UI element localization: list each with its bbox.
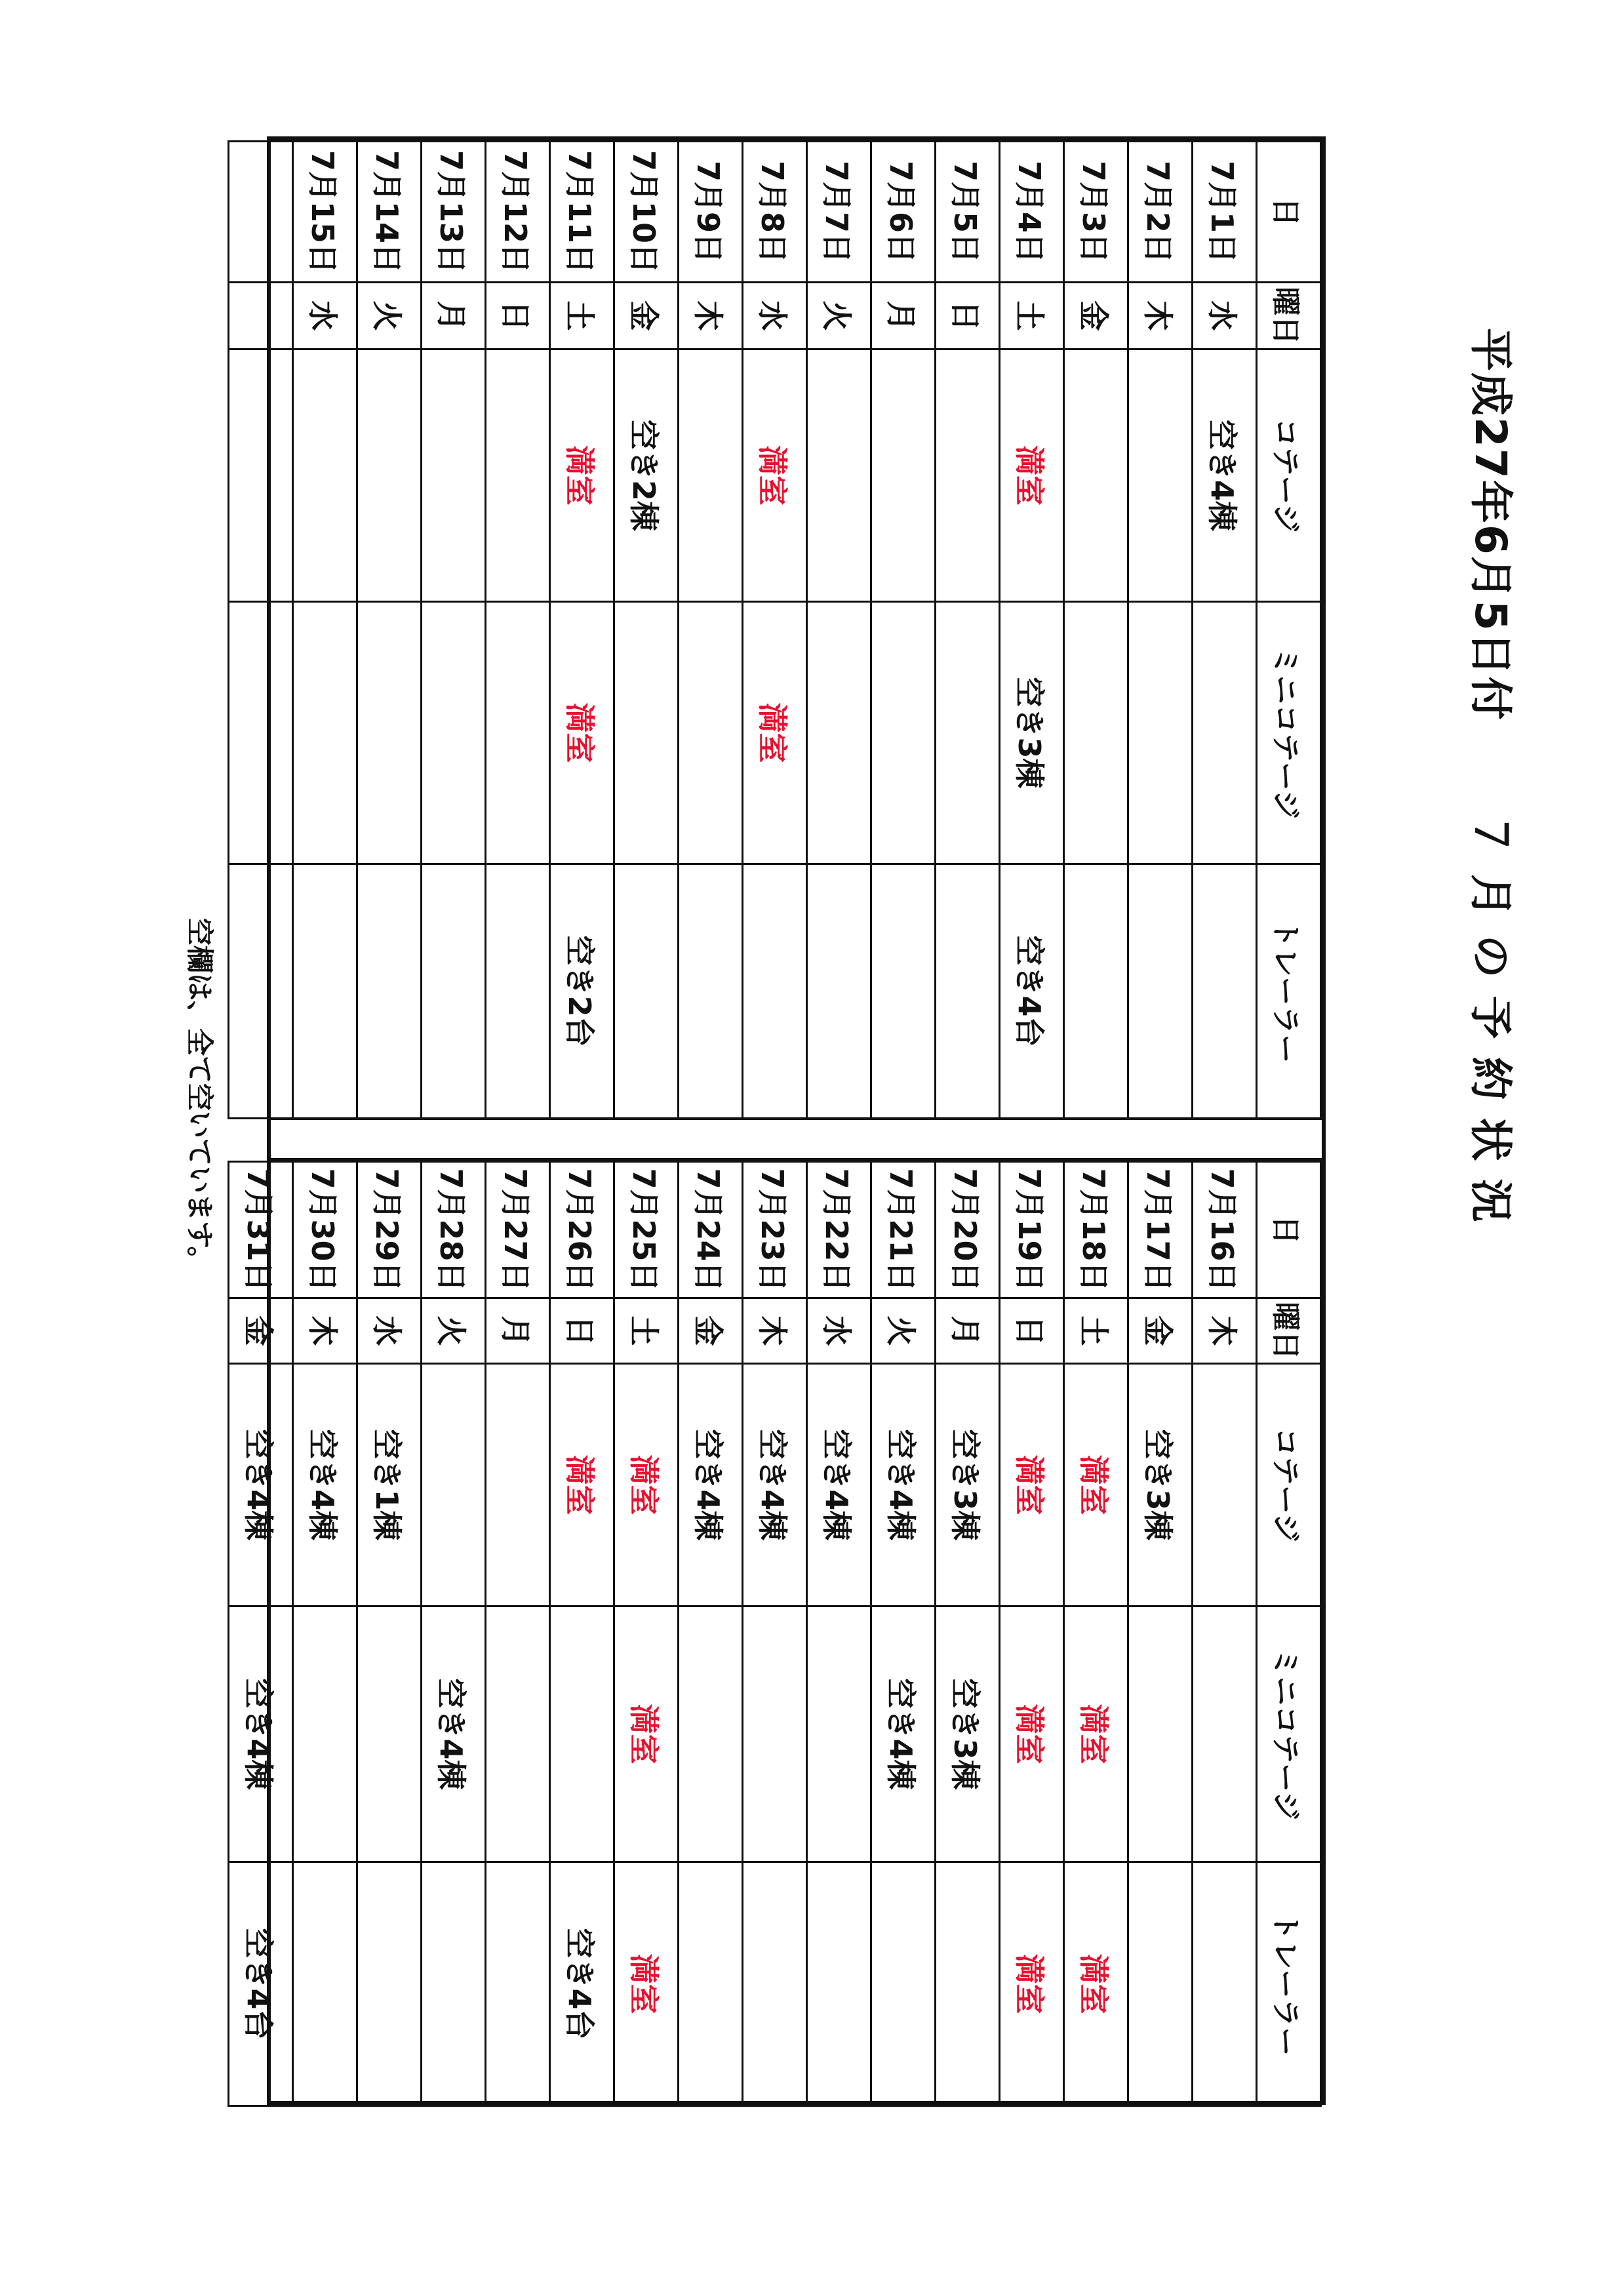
cottage-cell: 空き4棟 <box>743 1364 807 1606</box>
cottage-cell <box>871 349 936 602</box>
table-row <box>229 142 293 1119</box>
cottage-cell: 満室 <box>550 349 614 602</box>
weekday-cell: 水 <box>1193 283 1257 349</box>
trailer-cell: 満室 <box>1064 1862 1128 2106</box>
cottage-cell <box>1128 349 1193 602</box>
column-header: トレーラー <box>1257 1862 1321 2106</box>
cottage-cell <box>357 349 422 602</box>
date-cell: 7月18日 <box>1064 1162 1128 1298</box>
cottage-cell <box>229 349 293 602</box>
table-row <box>871 142 936 1119</box>
weekday-cell: 木 <box>1128 283 1193 349</box>
trailer-cell <box>229 864 293 1119</box>
reservation-table <box>241 136 1326 2105</box>
trailer-cell <box>1193 1862 1257 2106</box>
trailer-cell: 空き2台 <box>550 864 614 1119</box>
mini-cottage-cell <box>422 602 486 864</box>
header-row <box>1257 1162 1321 2106</box>
mini-cottage-cell <box>807 602 871 864</box>
mini-cottage-cell <box>1064 602 1128 864</box>
column-header: コテージ <box>1257 349 1321 602</box>
weekday-cell: 金 <box>1128 1298 1193 1364</box>
weekday-cell: 水 <box>293 283 357 349</box>
weekday-cell: 月 <box>422 283 486 349</box>
mini-cottage-cell <box>871 602 936 864</box>
table-row <box>743 1162 807 2106</box>
weekday-cell: 木 <box>1193 1298 1257 1364</box>
cottage-cell: 満室 <box>1000 349 1064 602</box>
mini-cottage-cell: 空き4棟 <box>871 1606 936 1862</box>
cottage-cell: 満室 <box>1064 1364 1128 1606</box>
cottage-cell: 空き4棟 <box>679 1364 743 1606</box>
date-cell: 7月20日 <box>936 1162 1000 1298</box>
date-cell: 7月10日 <box>614 142 679 283</box>
weekday-cell <box>229 283 293 349</box>
mini-cottage-cell <box>679 1606 743 1862</box>
trailer-cell <box>486 1862 550 2106</box>
weekday-cell: 月 <box>936 1298 1000 1364</box>
cottage-cell: 満室 <box>1000 1364 1064 1606</box>
weekday-cell: 日 <box>1000 1298 1064 1364</box>
mini-cottage-cell <box>1128 602 1193 864</box>
cottage-cell: 空き4棟 <box>871 1364 936 1606</box>
date-cell: 7月24日 <box>679 1162 743 1298</box>
mini-cottage-cell <box>807 1606 871 1862</box>
table-row <box>614 1162 679 2106</box>
column-header: トレーラー <box>1257 864 1321 1119</box>
trailer-cell <box>679 1862 743 2106</box>
mini-cottage-cell <box>293 602 357 864</box>
cottage-cell: 満室 <box>614 1364 679 1606</box>
table-row <box>293 1162 357 2106</box>
mini-cottage-cell <box>486 1606 550 1862</box>
table-divider <box>271 1117 1322 1161</box>
trailer-cell <box>871 864 936 1119</box>
table-row <box>743 142 807 1119</box>
cottage-cell <box>486 1364 550 1606</box>
mini-cottage-cell: 満室 <box>1000 1606 1064 1862</box>
table-row <box>357 142 422 1119</box>
cottage-cell: 空き3棟 <box>936 1364 1000 1606</box>
date-cell: 7月9日 <box>679 142 743 283</box>
mini-cottage-cell: 空き3棟 <box>936 1606 1000 1862</box>
weekday-cell: 日 <box>936 283 1000 349</box>
weekday-cell: 火 <box>422 1298 486 1364</box>
mini-cottage-cell: 満室 <box>614 1606 679 1862</box>
cottage-cell: 空き4棟 <box>807 1364 871 1606</box>
date-cell: 7月7日 <box>807 142 871 283</box>
table-row <box>1000 142 1064 1119</box>
table-row <box>422 142 486 1119</box>
date-cell: 7月2日 <box>1128 142 1193 283</box>
date-cell: 7月17日 <box>1128 1162 1193 1298</box>
date-cell: 7月4日 <box>1000 142 1064 283</box>
column-header: コテージ <box>1257 1364 1321 1606</box>
table-row <box>1000 1162 1064 2106</box>
mini-cottage-cell <box>679 602 743 864</box>
table-row <box>229 1162 293 2106</box>
trailer-cell <box>357 864 422 1119</box>
table-row <box>1128 1162 1193 2106</box>
date-cell: 7月13日 <box>422 142 486 283</box>
date-cell: 7月8日 <box>743 142 807 283</box>
weekday-cell: 木 <box>679 283 743 349</box>
table-row <box>936 142 1000 1119</box>
mini-cottage-cell: 満室 <box>743 602 807 864</box>
weekday-cell: 水 <box>743 283 807 349</box>
weekday-cell: 金 <box>1064 283 1128 349</box>
date-cell: 7月22日 <box>807 1162 871 1298</box>
cottage-cell: 空き1棟 <box>357 1364 422 1606</box>
table-row <box>486 1162 550 2106</box>
mini-cottage-cell: 満室 <box>1064 1606 1128 1862</box>
table-july-1-15 <box>228 140 1322 1119</box>
table-july-16-31 <box>228 1161 1322 2107</box>
weekday-cell: 木 <box>293 1298 357 1364</box>
trailer-cell: 空き4台 <box>1000 864 1064 1119</box>
title-date: 平成27年6月5日付 <box>1465 328 1516 721</box>
cottage-cell <box>936 349 1000 602</box>
trailer-cell <box>936 864 1000 1119</box>
column-header: ミニコテージ <box>1257 1606 1321 1862</box>
cottage-cell: 空き2棟 <box>614 349 679 602</box>
table-row <box>486 142 550 1119</box>
mini-cottage-cell: 空き4棟 <box>229 1606 293 1862</box>
weekday-cell: 日 <box>486 283 550 349</box>
table-row <box>1064 1162 1128 2106</box>
table-row <box>807 142 871 1119</box>
table-row <box>679 1162 743 2106</box>
cottage-cell: 空き3棟 <box>1128 1364 1193 1606</box>
weekday-cell: 火 <box>871 1298 936 1364</box>
table-row <box>614 142 679 1119</box>
date-cell: 7月5日 <box>936 142 1000 283</box>
date-cell: 7月29日 <box>357 1162 422 1298</box>
column-header: 曜日 <box>1257 1298 1321 1364</box>
trailer-cell <box>614 864 679 1119</box>
footnote: 空欄は、全て空いています。 <box>184 918 216 1274</box>
mini-cottage-cell <box>550 1606 614 1862</box>
date-cell: 7月1日 <box>1193 142 1257 283</box>
cottage-cell: 空き4棟 <box>1193 349 1257 602</box>
mini-cottage-cell <box>486 602 550 864</box>
date-cell: 7月30日 <box>293 1162 357 1298</box>
weekday-cell: 金 <box>614 283 679 349</box>
table-row <box>1193 1162 1257 2106</box>
cottage-cell <box>679 349 743 602</box>
column-header: ミニコテージ <box>1257 602 1321 864</box>
date-cell: 7月3日 <box>1064 142 1128 283</box>
date-cell: 7月19日 <box>1000 1162 1064 1298</box>
date-cell: 7月6日 <box>871 142 936 283</box>
cottage-cell: 満室 <box>550 1364 614 1606</box>
cottage-cell <box>422 349 486 602</box>
cottage-cell <box>293 349 357 602</box>
date-cell: 7月15日 <box>293 142 357 283</box>
trailer-cell <box>871 1862 936 2106</box>
mini-cottage-cell: 空き4棟 <box>422 1606 486 1862</box>
table-row <box>1128 142 1193 1119</box>
weekday-cell: 土 <box>1000 283 1064 349</box>
column-header: 日 <box>1257 1162 1321 1298</box>
weekday-cell: 木 <box>743 1298 807 1364</box>
date-cell: 7月21日 <box>871 1162 936 1298</box>
weekday-cell: 土 <box>550 283 614 349</box>
cottage-cell <box>486 349 550 602</box>
weekday-cell: 火 <box>807 283 871 349</box>
trailer-cell <box>357 1862 422 2106</box>
trailer-cell <box>743 864 807 1119</box>
table-row <box>807 1162 871 2106</box>
date-cell: 7月23日 <box>743 1162 807 1298</box>
weekday-cell: 火 <box>357 283 422 349</box>
date-cell: 7月27日 <box>486 1162 550 1298</box>
table-row <box>871 1162 936 2106</box>
date-cell: 7月11日 <box>550 142 614 283</box>
trailer-cell <box>807 864 871 1119</box>
cottage-cell <box>807 349 871 602</box>
mini-cottage-cell: 満室 <box>550 602 614 864</box>
cottage-cell <box>1064 349 1128 602</box>
trailer-cell <box>1193 864 1257 1119</box>
mini-cottage-cell <box>1193 602 1257 864</box>
mini-cottage-cell <box>1193 1606 1257 1862</box>
mini-cottage-cell <box>357 602 422 864</box>
date-cell: 7月31日 <box>229 1162 293 1298</box>
date-cell: 7月26日 <box>550 1162 614 1298</box>
weekday-cell: 月 <box>871 283 936 349</box>
trailer-cell <box>743 1862 807 2106</box>
mini-cottage-cell <box>743 1606 807 1862</box>
trailer-cell: 満室 <box>614 1862 679 2106</box>
weekday-cell: 土 <box>614 1298 679 1364</box>
header-row <box>1257 142 1321 1119</box>
trailer-cell <box>679 864 743 1119</box>
trailer-cell <box>1128 1862 1193 2106</box>
trailer-cell <box>936 1862 1000 2106</box>
weekday-cell: 水 <box>807 1298 871 1364</box>
cottage-cell <box>422 1364 486 1606</box>
weekday-cell: 金 <box>679 1298 743 1364</box>
mini-cottage-cell <box>357 1606 422 1862</box>
mini-cottage-cell <box>1128 1606 1193 1862</box>
cottage-cell <box>1193 1364 1257 1606</box>
title-subject: ７ 月 の 予 約 状 況 <box>1465 812 1516 1224</box>
trailer-cell: 空き4台 <box>229 1862 293 2106</box>
table-row <box>936 1162 1000 2106</box>
date-cell: 7月25日 <box>614 1162 679 1298</box>
mini-cottage-cell <box>936 602 1000 864</box>
table-row <box>1193 142 1257 1119</box>
table-row <box>1064 142 1128 1119</box>
cottage-cell: 空き4棟 <box>293 1364 357 1606</box>
weekday-cell: 水 <box>357 1298 422 1364</box>
table-row <box>422 1162 486 2106</box>
date-cell: 7月16日 <box>1193 1162 1257 1298</box>
trailer-cell: 空き4台 <box>550 1862 614 2106</box>
table-row <box>550 142 614 1119</box>
table-row <box>550 1162 614 2106</box>
date-cell: 7月28日 <box>422 1162 486 1298</box>
mini-cottage-cell <box>614 602 679 864</box>
weekday-cell: 日 <box>550 1298 614 1364</box>
weekday-cell: 金 <box>229 1298 293 1364</box>
table-row <box>357 1162 422 2106</box>
mini-cottage-cell <box>293 1606 357 1862</box>
weekday-cell: 土 <box>1064 1298 1128 1364</box>
trailer-cell <box>807 1862 871 2106</box>
mini-cottage-cell: 空き3棟 <box>1000 602 1064 864</box>
trailer-cell <box>293 864 357 1119</box>
mini-cottage-cell <box>229 602 293 864</box>
trailer-cell: 満室 <box>1000 1862 1064 2106</box>
date-cell <box>229 142 293 283</box>
cottage-cell: 空き4棟 <box>229 1364 293 1606</box>
trailer-cell <box>1064 864 1128 1119</box>
weekday-cell: 月 <box>486 1298 550 1364</box>
column-header: 日 <box>1257 142 1321 283</box>
table-row <box>293 142 357 1119</box>
trailer-cell <box>422 1862 486 2106</box>
column-header: 曜日 <box>1257 283 1321 349</box>
table-row <box>679 142 743 1119</box>
date-cell: 7月12日 <box>486 142 550 283</box>
cottage-cell: 満室 <box>743 349 807 602</box>
trailer-cell <box>486 864 550 1119</box>
trailer-cell <box>293 1862 357 2106</box>
trailer-cell <box>1128 864 1193 1119</box>
date-cell: 7月14日 <box>357 142 422 283</box>
page-title <box>1463 328 1526 2033</box>
trailer-cell <box>422 864 486 1119</box>
